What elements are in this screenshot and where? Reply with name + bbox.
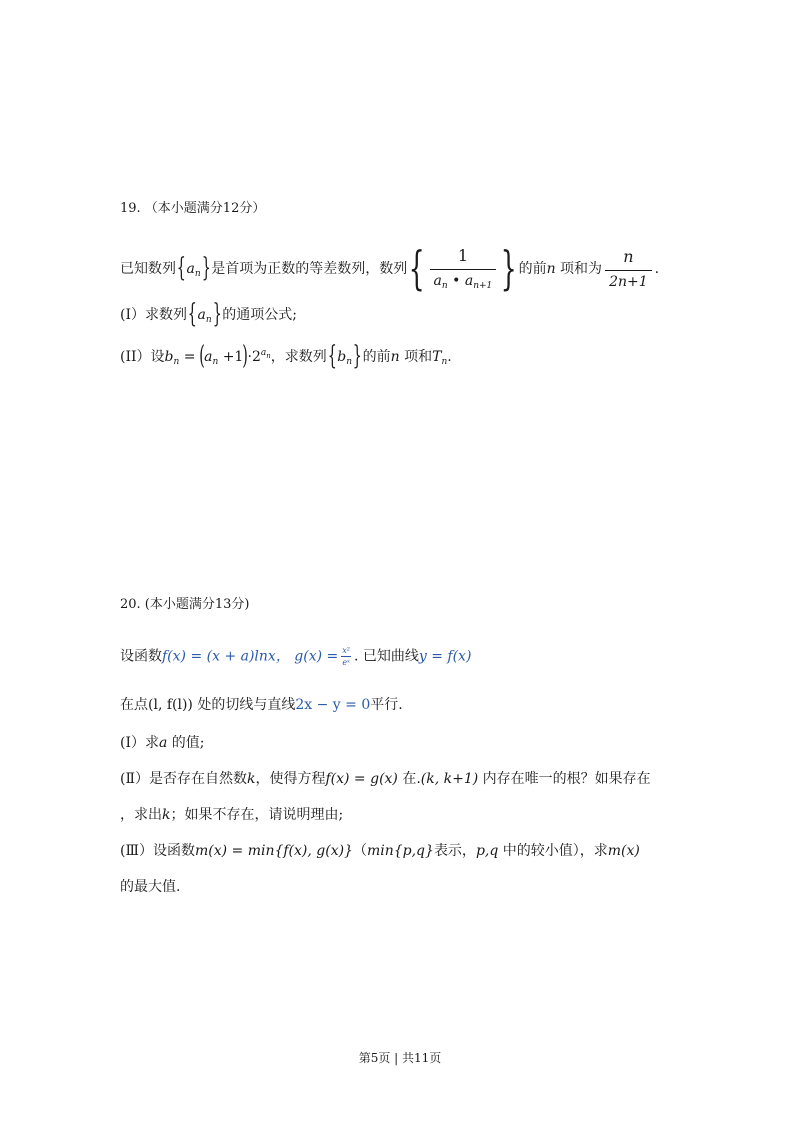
fraction-numerator: 1 — [457, 246, 468, 266]
reciprocal-fraction — [430, 245, 497, 293]
var-a: a — [159, 735, 168, 751]
tangent-point: (l, f(l)) — [148, 697, 193, 713]
left-brace-large: { — [408, 241, 425, 295]
right-brace: } — [352, 341, 362, 371]
interval: (k, k+1) — [420, 771, 479, 787]
q20-part1-end: 的值; — [167, 735, 205, 751]
curve-equation: y = f(x) — [418, 648, 472, 665]
left-brace: { — [187, 299, 197, 329]
q20-part2-cont — [120, 806, 343, 826]
right-brace: } — [212, 299, 222, 329]
den-a2: a — [464, 273, 474, 290]
q20-part3-text-c: 表示， — [433, 843, 476, 859]
q19-part2 — [120, 338, 452, 374]
left-paren: ( — [199, 341, 205, 371]
q20-part2-text-f: ；如果不存在，请说明理由; — [170, 807, 344, 823]
equation-f-eq-g: f(x) = g(x) — [325, 771, 398, 787]
plus-one: +1 — [218, 349, 244, 365]
var-n: n — [390, 349, 400, 365]
q20-part3 — [120, 842, 640, 862]
q19-part2-end2: 项和 — [399, 349, 433, 365]
b-n-formula: $b_n$ — [164, 349, 180, 367]
q19-part1-end: 的通项公式; — [222, 307, 297, 323]
q20-part2-text-d: 内存在唯一的根？如果存在 — [478, 771, 651, 787]
q20-line1-text-b: . 已知曲线 — [353, 648, 419, 665]
period: . — [447, 349, 452, 365]
q20-line2-text-a: 在点 — [120, 697, 148, 713]
q20-part2-text-c: 在. — [397, 771, 421, 787]
q19-part2-mid: ，求数列 — [270, 349, 327, 365]
right-brace-large: } — [500, 241, 517, 295]
sum-numerator: n — [623, 246, 634, 266]
g-fraction — [341, 645, 351, 668]
den-sub-n: n — [441, 281, 448, 292]
q20-part2 — [120, 770, 651, 790]
times-two-power: $\cdot 2^{a_n}$ — [247, 348, 271, 365]
q20-part3-text-a: (Ⅲ）设函数 — [120, 843, 195, 859]
q19-stem-text-a: 已知数列 — [120, 261, 176, 277]
q20-part3-cont: 的最大值. — [120, 879, 181, 895]
line-equation: 2x − y = 0 — [295, 697, 371, 713]
var-T: T — [432, 349, 442, 365]
q20-part2-text-e: ，求出 — [120, 807, 162, 823]
g-denominator: eˣ — [342, 658, 350, 668]
den-a1: a — [433, 273, 442, 290]
page-footer: 第5页 | 共11页 — [358, 1051, 442, 1065]
q19-stem-text-b: 是首项为正数的等差数列，数列 — [211, 261, 408, 277]
g-definition: g(x) = — [294, 648, 339, 665]
m-of-x: m(x) — [607, 843, 640, 859]
var-n: n — [546, 261, 556, 277]
right-paren: ) — [242, 341, 249, 371]
sub-n: n — [441, 357, 448, 367]
right-brace: } — [201, 253, 211, 283]
left-brace: { — [176, 253, 186, 283]
q20-title: 20. (本小题满分13分) — [120, 597, 250, 612]
q19-part2-label: (II）设 — [120, 349, 165, 365]
m-definition: m(x) = min{f(x), g(x)} — [194, 843, 353, 859]
q19-stem-text-c: 的前 — [518, 261, 547, 277]
var-a: a — [197, 307, 206, 323]
var-k: k — [246, 771, 256, 787]
q19-part1-label: (I）求数列 — [120, 307, 187, 323]
q20-line1 — [120, 645, 471, 668]
q20-part1-label: (Ⅰ）求 — [120, 735, 159, 751]
min-notation: min{p,q} — [366, 843, 434, 859]
var-pq: p,q — [475, 843, 499, 859]
var-k: k — [162, 807, 171, 823]
period: . — [654, 261, 660, 277]
den-sub-n1: n+1 — [473, 281, 493, 292]
q19-title: 19. （本小题满分12分） — [120, 201, 266, 216]
fraction-denominator: $a_n$ • $a_{n+1}$ — [430, 269, 497, 293]
q19-stem — [120, 236, 659, 300]
q20-part1 — [120, 734, 205, 754]
q20-line2 — [120, 696, 403, 716]
f-definition: f(x) = (x + a)lnx， — [162, 648, 290, 665]
q20-line2-text-b: 处的切线与直线 — [192, 697, 296, 713]
var-a: a — [186, 261, 195, 277]
sub-n: n — [205, 315, 212, 325]
g-numerator: x² — [342, 646, 350, 655]
sum-fraction — [605, 246, 652, 293]
q19-part1 — [120, 296, 297, 332]
b-n-term: $b_n$ — [337, 349, 353, 367]
q19-part2-end: 的前 — [362, 349, 391, 365]
q20-line2-text-c: 平行. — [370, 697, 403, 713]
q20-part3-text-d: 中的较小值），求 — [498, 843, 608, 859]
den-sub-n1-n: n — [473, 281, 480, 292]
q20-part3-text-b: （ — [352, 843, 367, 859]
q20-line1-text-a: 设函数 — [120, 648, 162, 665]
left-brace: { — [327, 341, 337, 371]
q19-stem-text-d: 项和为 — [555, 261, 603, 277]
q20-part2-text-a: (Ⅱ）是否存在自然数 — [120, 771, 247, 787]
q20-part2-text-b: ，使得方程 — [255, 771, 326, 787]
formula-equals: = — [179, 349, 200, 365]
sum-denominator: 2n+1 — [605, 270, 652, 293]
sub-n: n — [194, 269, 201, 279]
a-n-term: $a_n$ — [204, 349, 219, 367]
